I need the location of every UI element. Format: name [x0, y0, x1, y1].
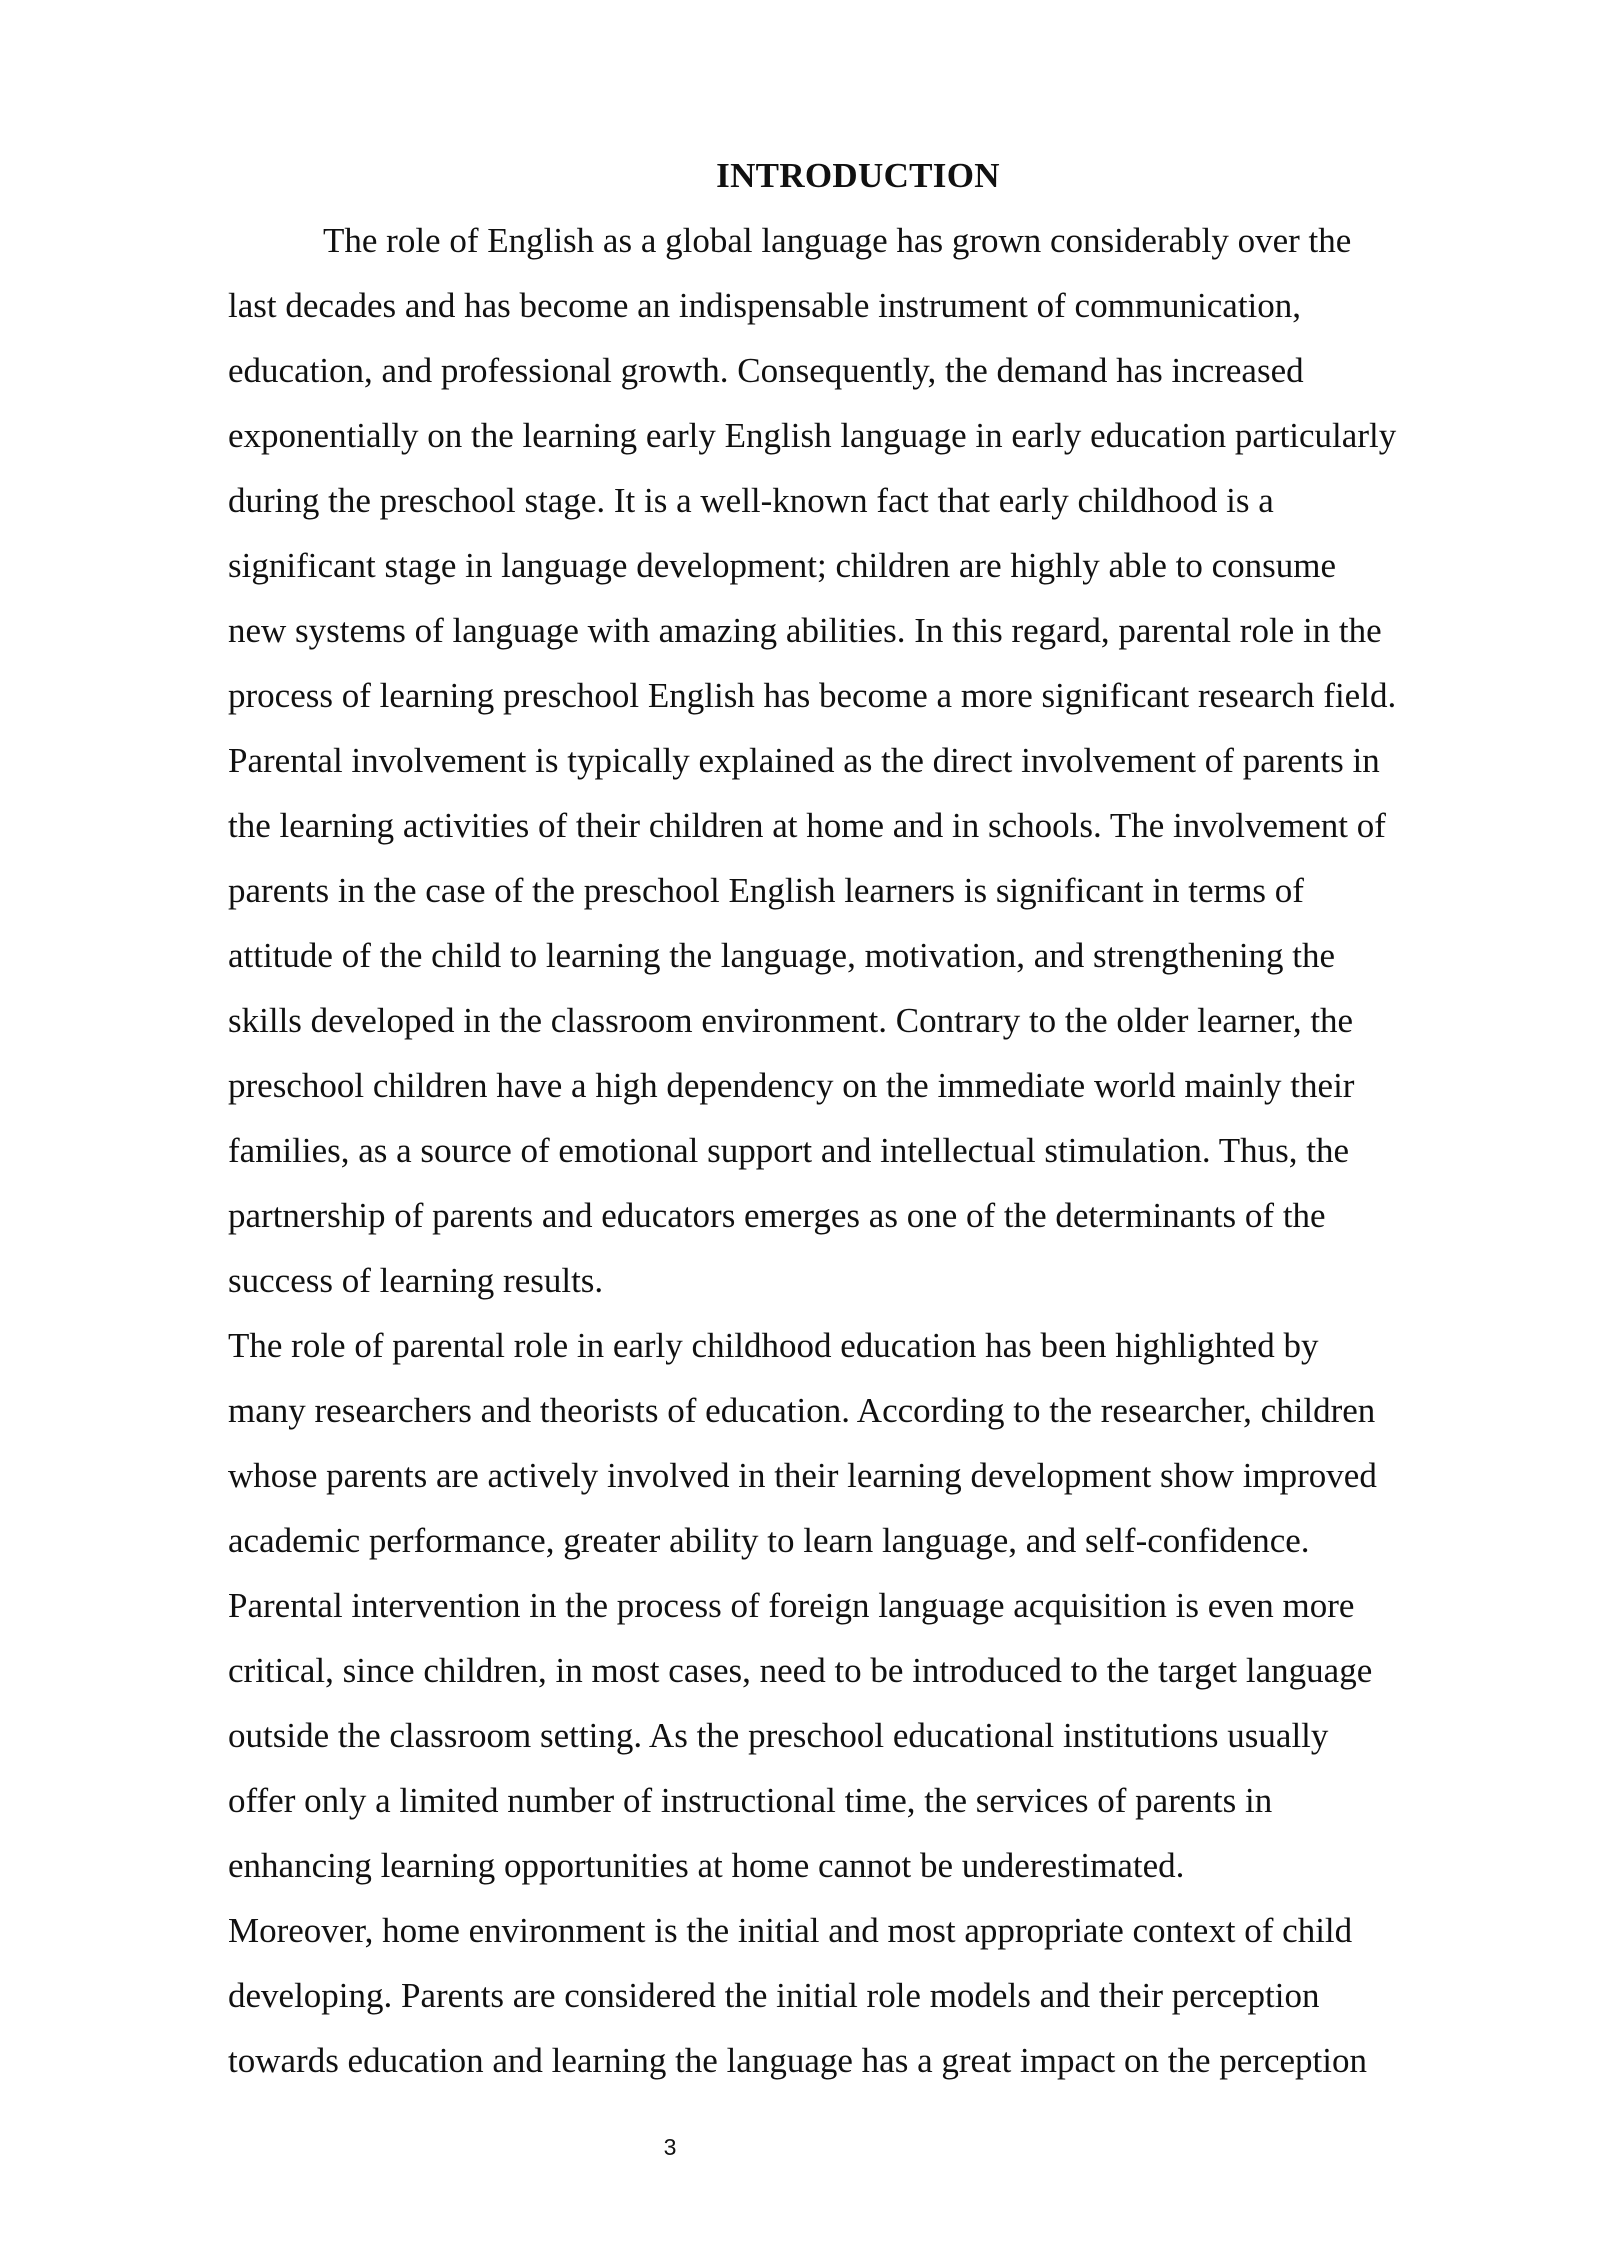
body-text [228, 208, 1508, 2093]
text-line: attitude of the child to learning the language, motivation, and strengthening the [228, 936, 1336, 975]
text-line: The role of English as a global language has grown considerably over the [323, 221, 1352, 260]
text-line: partnership of parents and educators emerges as one of the determinants of the [228, 1196, 1326, 1235]
text-line: process of learning preschool English has become a more significant research field. [228, 676, 1397, 715]
text-line: skills developed in the classroom environment. Contrary to the older learner, the [228, 1001, 1354, 1040]
text-line: parents in the case of the preschool English learners is significant in terms of [228, 871, 1304, 910]
text-line: towards education and learning the language has a great impact on the perception [228, 2041, 1368, 2080]
text-line: significant stage in language development; children are highly able to consume [228, 546, 1336, 585]
text-line: exponentially on the learning early English language in early education particularly [228, 416, 1397, 455]
text-line: Parental intervention in the process of foreign language acquisition is even more [228, 1586, 1355, 1625]
text-line: success of learning results. [228, 1261, 604, 1300]
text-line: outside the classroom setting. As the preschool educational institutions usually [228, 1716, 1329, 1755]
text-line: critical, since children, in most cases, need to be introduced to the target language [228, 1651, 1373, 1690]
text-line: developing. Parents are considered the initial role models and their perception [228, 1976, 1320, 2015]
text-line: many researchers and theorists of education. According to the researcher, children [228, 1391, 1376, 1430]
text-line: whose parents are actively involved in their learning development show improved [228, 1456, 1377, 1495]
text-line: last decades and has become an indispensable instrument of communication, [228, 286, 1302, 325]
text-line: the learning activities of their children at home and in schools. The involvement of [228, 806, 1386, 845]
text-line: education, and professional growth. Consequently, the demand has increased [228, 351, 1304, 390]
text-line: offer only a limited number of instructional time, the services of parents in [228, 1781, 1273, 1820]
text-line: enhancing learning opportunities at home cannot be underestimated. [228, 1846, 1185, 1885]
text-line: Parental involvement is typically explained as the direct involvement of parents in [228, 741, 1380, 780]
section-heading: INTRODUCTION [716, 156, 1000, 195]
text-line: academic performance, greater ability to learn language, and self-confidence. [228, 1521, 1310, 1560]
text-line: families, as a source of emotional support and intellectual stimulation. Thus, the [228, 1131, 1350, 1170]
text-line: The role of parental role in early childhood education has been highlighted by [228, 1326, 1319, 1365]
text-line: during the preschool stage. It is a well-known fact that early childhood is a [228, 481, 1274, 520]
page-number: 3 [663, 2134, 677, 2160]
text-line: preschool children have a high dependency on the immediate world mainly their [228, 1066, 1355, 1105]
text-line: new systems of language with amazing abilities. In this regard, parental role in the [228, 611, 1382, 650]
text-line: Moreover, home environment is the initial and most appropriate context of child [228, 1911, 1353, 1950]
